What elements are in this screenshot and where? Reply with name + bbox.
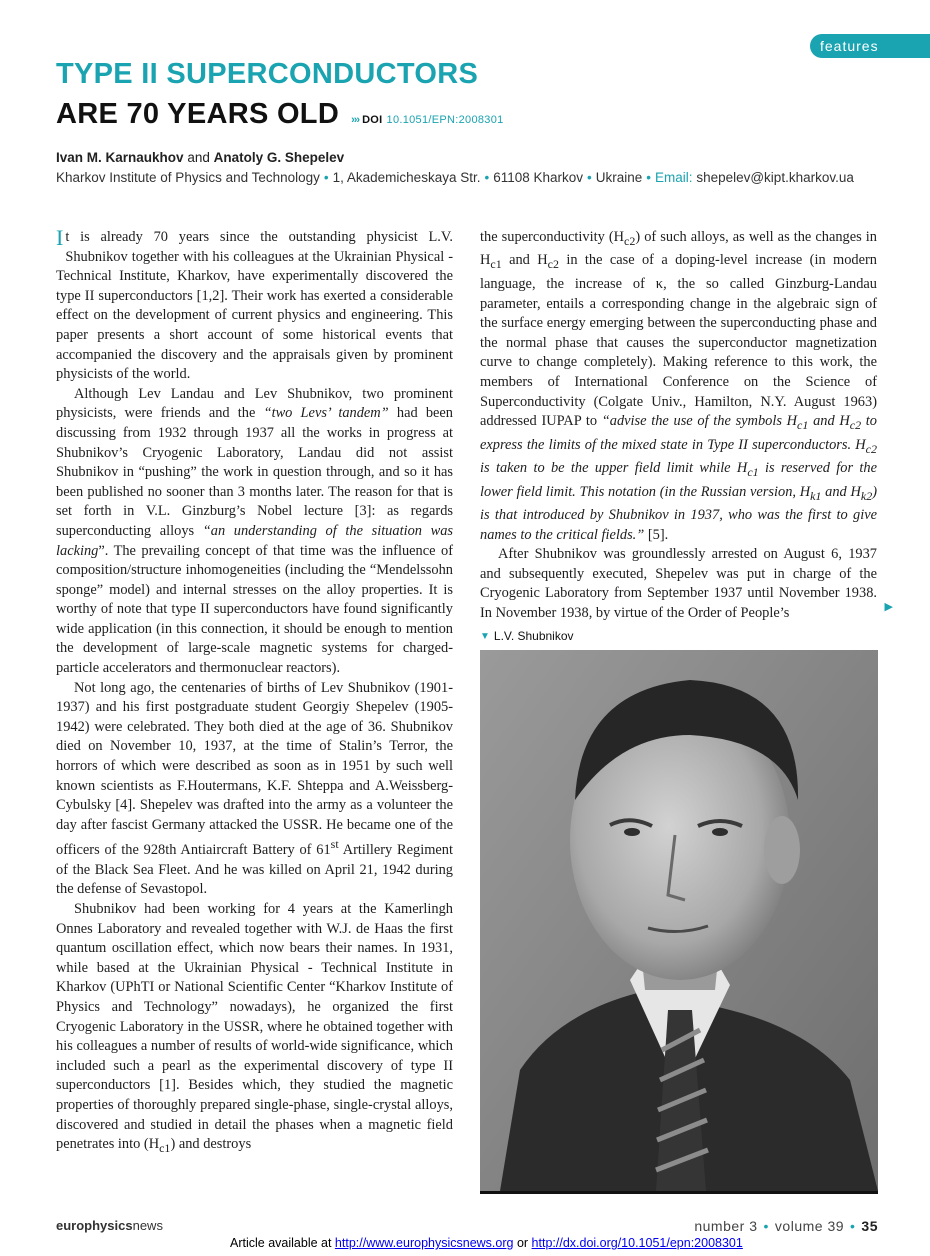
- affil-institute: Kharkov Institute of Physics and Technology: [56, 170, 320, 185]
- p5-quote-1: “advise the use of the symbols H: [601, 413, 798, 430]
- doi-block: [351, 114, 504, 126]
- journal-logo-light: news: [132, 1218, 163, 1233]
- paragraph-2: [56, 385, 453, 679]
- doi-value[interactable]: 10.1051/EPN:2008301: [386, 114, 504, 126]
- p5-text-b: ) of such alloys, as well as the changes in H: [480, 229, 877, 269]
- author-1: Ivan M. Karnaukhov: [56, 150, 184, 165]
- page-number: 35: [861, 1218, 878, 1234]
- p2-italic-1: “two Levs’ tandem”: [263, 405, 389, 422]
- bullet-icon: •: [484, 170, 490, 185]
- p5-quote-7: ) is that introduced by Shubnikov in 1937, who was the first to give names to the critical fields.”: [480, 483, 877, 543]
- title-line-1: TYPE II SUPERCONDUCTORS: [56, 58, 479, 90]
- portrait-photo: [480, 650, 878, 1194]
- p2-text-a: Although Lev Landau and Lev Shubnikov, two prominent physicists, were friends and the: [56, 385, 453, 422]
- body-column-left: [56, 225, 453, 1159]
- p5-quote-sub-6: k2: [860, 488, 873, 503]
- drop-cap: I: [56, 225, 64, 250]
- bullet-icon: •: [763, 1218, 769, 1234]
- paragraph-1-text: t is already 70 years since the outstanding physicist L.V. Shubnikov together with his colleagues at the Ukrainian Physical - Technical Institute, Kharkov, have experimentally discovered the type II superconductors [1,2]. Their work has exerted a considerable effect on the development of current physics and engineering. This paper presents a short account of some historical events that accompanied the discovery and the appraisals given by prominent physicists of the world.: [56, 229, 453, 383]
- bullet-icon: •: [587, 170, 592, 185]
- doi-link[interactable]: http://dx.doi.org/10.1051/epn:2008301: [531, 1236, 743, 1250]
- p5-quote: [480, 413, 877, 542]
- caption-marker-icon: ▼: [480, 630, 490, 642]
- affil-city: 61108 Kharkov: [493, 170, 584, 185]
- author-2: Anatoly G. Shepelev: [213, 150, 345, 165]
- email-label: Email:: [655, 170, 693, 185]
- volume-number: volume 39: [774, 1218, 845, 1234]
- author-joiner: and: [187, 150, 210, 165]
- paragraph-6: [480, 545, 893, 623]
- figure-caption: [480, 629, 574, 643]
- p5-text-d: in the case of a doping-level increase (in modern language, the increase of κ, the so called Ginzburg-Landau parameter, entails a corresponding change in the algebraic sign of the surface energy emerging between the superconducting phase and the normal phase that causes the superconductor magnetization curve to change completely). Making reference to this work, the members of International Conference on the Science of Superconductivity (Colgate Univ., Hamilton, N.Y. August 1963) addressed IUPAP to: [480, 252, 877, 430]
- p5-text-a: the superconductivity (H: [480, 229, 625, 245]
- triple-chevron-icon: ›››: [351, 114, 360, 126]
- paragraph-4: [56, 900, 453, 1159]
- p5-quote-3: to express the limits of the mixed state in Type II superconductors. H: [480, 413, 877, 453]
- p3-text-a: Not long ago, the centenaries of births of Lev Shubnikov (1901-1937) and his first postgraduate student Georgiy Shepelev (1905-1942) were celebrated. They both died at the age of 36. Shubnikov died on November 10, 1937, at the time of Stalin’s Terror, the horrors of which were described as soon as in 1951 by such well known scientists as F.Houtermans, K.F. Shteppa and A.Weissberg-Cybulsky [4]. Shepelev was drafted into the army as a volunteer the day after fascist Germany attacked the USSR. He became one of the officers of the 928th Antiaircraft Battery of 61: [56, 679, 453, 859]
- journal-logo: [56, 1218, 163, 1233]
- p5-quote-sub-5: k1: [810, 488, 822, 503]
- p3-text-b: Artillery Regiment of the Black Sea Fleet. And he was killed on April 21, 1942 during the defense of Sevastopol.: [56, 842, 453, 898]
- email-address[interactable]: shepelev@kipt.kharkov.ua: [696, 170, 854, 185]
- affiliation-line: [56, 170, 854, 185]
- p3-superscript: st: [330, 837, 339, 852]
- availability-or: or: [513, 1236, 532, 1250]
- p2-text-b: had been discussing from 1932 through 1937 all the works in progress at Shubnikov’s Cryogenic Laboratory, Landau did not assist Shubnikov in “pushing” the work in question through, and so it has been published no sooner than 3 months later. The reason for that is set forth in V.L. Ginzburg’s Nobel lecture [3]: as regards superconducting alloys: [56, 405, 453, 539]
- issue-info: [694, 1218, 878, 1234]
- p5-quote-2: and H: [808, 413, 850, 430]
- p6-text: After Shubnikov was groundlessly arrested on August 6, 1937 and subsequently executed, Shepelev was put in charge of the Cryogenic Laboratory from September 1937 until November 1938. In November 1938, by virtue of the Order of People’s: [480, 546, 877, 621]
- p4-text-a: Shubnikov had been working for 4 years at the Kamerlingh Onnes Laboratory and revealed together with W.J. de Haas the first quantum oscillation effect, which now bears their names. In 1931, while based at the Ukrainian Physical - Technical Institute in Kharkov (UPhTI or National Scientific Center “Kharkov Institute of Physics and Technology” nowadays), he organized the first Cryogenic Laboratory in the USSR, where he obtained together with his colleagues a number of results of world-wide significance, which included such a pearl as the experimental discovery of type II superconductors [1]. Besides which, they studied the magnetic properties of thoroughly prepared single-phase, single-crystal alloys, discovered and studied in detail the phases when a magnetic field penetrates into (H: [56, 900, 453, 1153]
- availability-prefix: Article available at: [230, 1236, 335, 1250]
- title-line-2-text: ARE 70 YEARS OLD: [56, 98, 340, 130]
- p5-quote-sub-2: c2: [849, 417, 862, 432]
- p5-sub-2: c1: [490, 257, 502, 272]
- affil-country: Ukraine: [595, 170, 643, 185]
- affil-street: 1, Akademicheskaya Str.: [332, 170, 481, 185]
- paragraph-5: [480, 228, 877, 545]
- bullet-icon: •: [323, 170, 329, 185]
- p5-sub-3: c2: [547, 257, 559, 272]
- availability-notice: [0, 1236, 930, 1250]
- p5-quote-4: is taken to be the upper field limit while H: [480, 460, 748, 477]
- paragraph-1: [56, 225, 453, 385]
- bullet-icon: •: [850, 1218, 856, 1234]
- p2-text-c: ”. The prevailing concept of that time was the influence of composition/structure inhomogeneities (including the “Mendelssohn sponge” model) and internal stresses on the alloy properties. It is worthy of note that type II superconductors have found significantly wide application (in this connection, it should be enough to mention the development of large-scale magnetic systems for charged-particle accelerators and thermonuclear reactors).: [56, 542, 453, 677]
- journal-logo-bold: europhysics: [56, 1218, 133, 1233]
- p5-text-e: [5].: [644, 526, 669, 543]
- authors-line: [56, 150, 344, 165]
- p5-quote-sub-1: c1: [797, 417, 809, 432]
- p5-text-c: and H: [501, 252, 548, 269]
- issue-number: number 3: [694, 1218, 758, 1234]
- p2-italic-2: “an understanding of the situation was lacking: [56, 522, 453, 559]
- p5-quote-sub-3: c2: [865, 441, 877, 456]
- p4-text-b: ) and destroys: [170, 1136, 252, 1153]
- p5-sub-1: c2: [624, 233, 636, 248]
- bullet-icon: •: [646, 170, 652, 185]
- figure-caption-text: L.V. Shubnikov: [493, 629, 574, 643]
- paragraph-3: [56, 679, 453, 900]
- journal-link[interactable]: http://www.europhysicsnews.org: [334, 1236, 514, 1250]
- p5-quote-6: and H: [821, 483, 861, 500]
- p4-subscript: c1: [159, 1140, 171, 1155]
- portrait-illustration: [480, 650, 878, 1191]
- section-tab-features: features: [810, 34, 930, 58]
- p5-quote-sub-4: c1: [747, 464, 759, 479]
- continue-arrow-icon: ▶: [884, 600, 893, 613]
- doi-label: DOI: [362, 114, 383, 126]
- body-column-right: [480, 228, 893, 624]
- p5-quote-5: is reserved for the lower field limit. This notation (in the Russian version, H: [480, 460, 877, 500]
- title-line-2: [56, 98, 504, 131]
